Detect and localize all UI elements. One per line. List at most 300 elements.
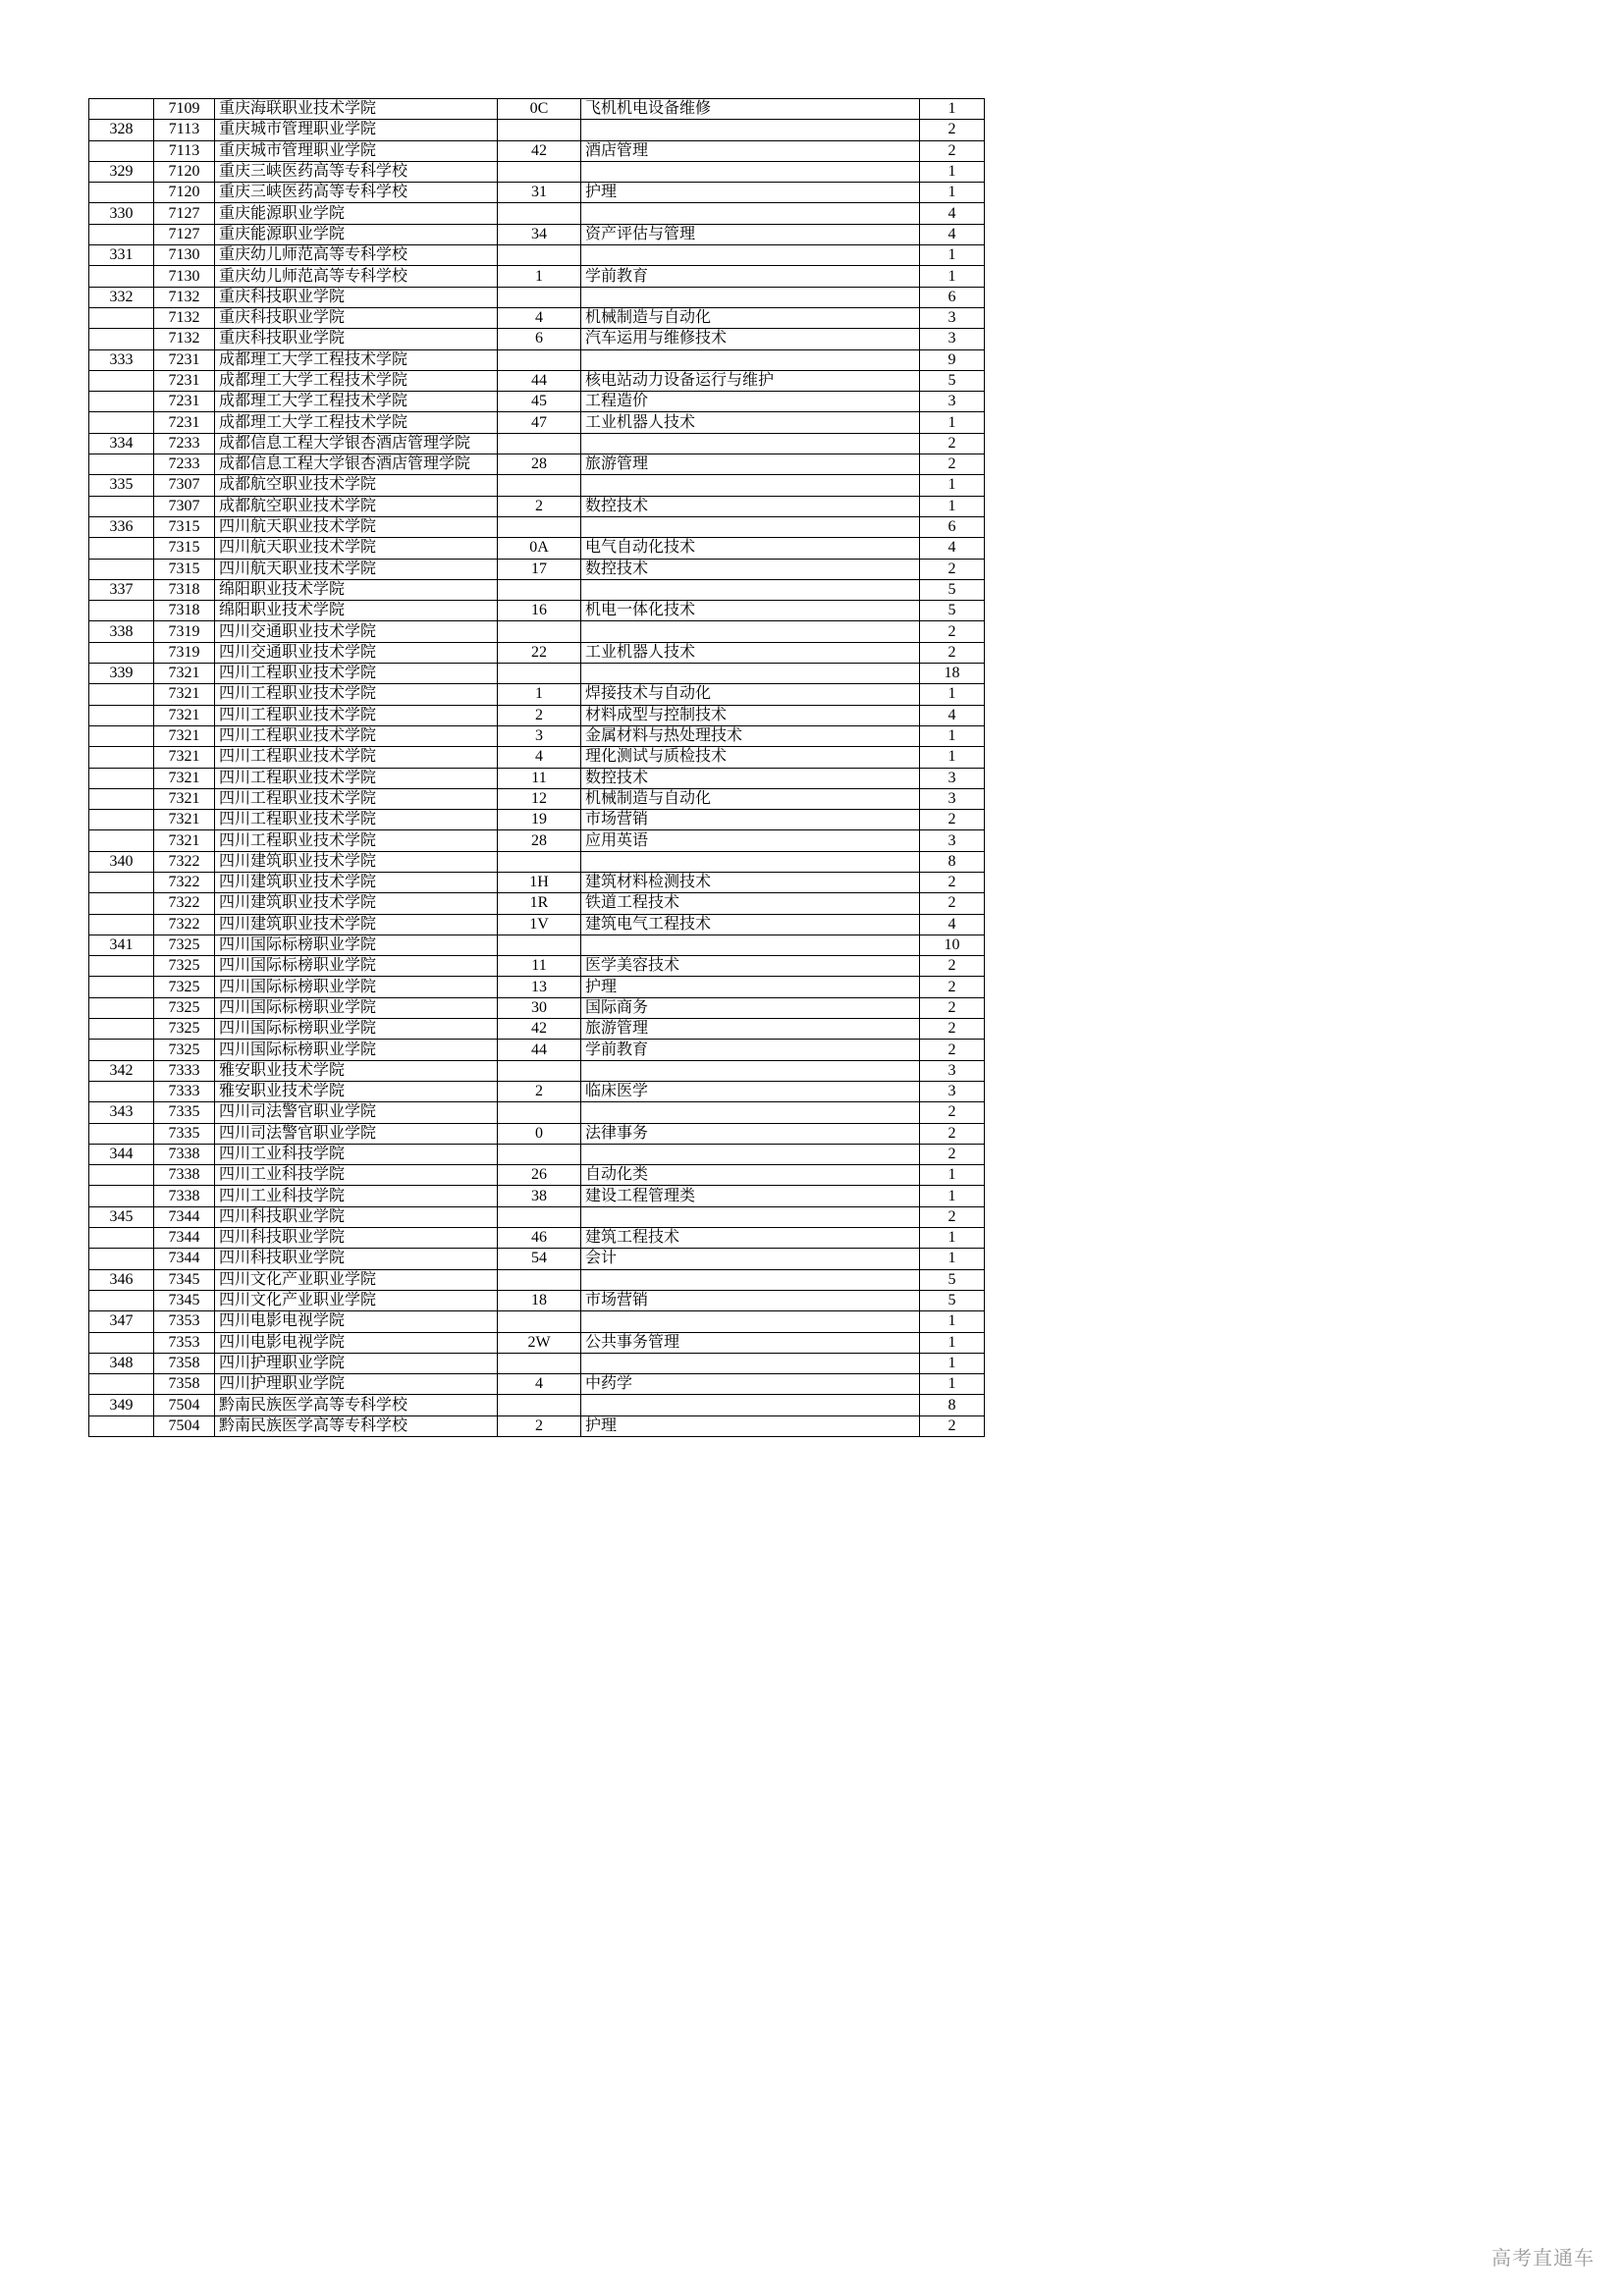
major-code-cell (498, 621, 581, 642)
table-row (89, 99, 985, 120)
major-name-cell: 建筑工程技术 (581, 1228, 920, 1249)
major-code-cell (498, 120, 581, 140)
table-row (89, 392, 985, 412)
school-code-cell: 7338 (154, 1144, 215, 1164)
school-code-cell: 7315 (154, 559, 215, 579)
major-code-cell (498, 475, 581, 496)
count-cell: 3 (920, 768, 985, 788)
table-row (89, 287, 985, 307)
major-name-cell: 数控技术 (581, 559, 920, 579)
school-code-cell: 7307 (154, 475, 215, 496)
major-code-cell: 1V (498, 914, 581, 934)
seq-cell (89, 1019, 154, 1040)
table-row (89, 664, 985, 684)
major-name-cell (581, 1353, 920, 1373)
count-cell: 1 (920, 245, 985, 266)
school-name-cell: 四川司法警官职业学院 (215, 1102, 498, 1123)
school-name-cell: 重庆科技职业学院 (215, 307, 498, 328)
major-code-cell: 18 (498, 1290, 581, 1310)
major-name-cell: 公共事务管理 (581, 1332, 920, 1353)
school-name-cell: 绵阳职业技术学院 (215, 579, 498, 600)
school-name-cell: 四川建筑职业技术学院 (215, 893, 498, 914)
major-name-cell: 材料成型与控制技术 (581, 705, 920, 725)
count-cell: 2 (920, 1102, 985, 1123)
seq-cell (89, 140, 154, 161)
table-row (89, 1206, 985, 1227)
major-name-cell: 建设工程管理类 (581, 1186, 920, 1206)
major-code-cell: 4 (498, 1374, 581, 1395)
school-name-cell: 四川国际标榜职业学院 (215, 934, 498, 955)
count-cell: 2 (920, 1019, 985, 1040)
school-code-cell: 7325 (154, 934, 215, 955)
major-code-cell: 3 (498, 725, 581, 746)
major-name-cell: 机械制造与自动化 (581, 307, 920, 328)
major-code-cell: 4 (498, 307, 581, 328)
table-row (89, 161, 985, 182)
table-row (89, 601, 985, 621)
school-code-cell: 7338 (154, 1165, 215, 1186)
seq-cell: 343 (89, 1102, 154, 1123)
major-code-cell: 45 (498, 392, 581, 412)
table-row (89, 1332, 985, 1353)
seq-cell (89, 1332, 154, 1353)
school-code-cell: 7231 (154, 370, 215, 391)
table-row (89, 997, 985, 1018)
school-code-cell: 7335 (154, 1123, 215, 1144)
table-row (89, 1165, 985, 1186)
count-cell: 4 (920, 224, 985, 244)
major-code-cell: 44 (498, 1040, 581, 1060)
table-row (89, 1123, 985, 1144)
count-cell: 4 (920, 705, 985, 725)
school-name-cell: 重庆能源职业学院 (215, 203, 498, 224)
table-row (89, 579, 985, 600)
seq-cell (89, 183, 154, 203)
major-code-cell: 2 (498, 705, 581, 725)
count-cell: 2 (920, 621, 985, 642)
count-cell: 2 (920, 872, 985, 892)
major-name-cell (581, 1311, 920, 1332)
table-row (89, 538, 985, 559)
seq-cell (89, 266, 154, 287)
school-name-cell: 四川工程职业技术学院 (215, 768, 498, 788)
major-code-cell (498, 516, 581, 537)
seq-cell: 338 (89, 621, 154, 642)
table-row (89, 349, 985, 370)
seq-cell (89, 1186, 154, 1206)
school-code-cell: 7132 (154, 329, 215, 349)
count-cell: 2 (920, 956, 985, 977)
school-code-cell: 7127 (154, 224, 215, 244)
school-name-cell: 四川工程职业技术学院 (215, 725, 498, 746)
school-name-cell: 四川国际标榜职业学院 (215, 1040, 498, 1060)
seq-cell (89, 454, 154, 475)
school-name-cell: 四川科技职业学院 (215, 1228, 498, 1249)
seq-cell (89, 725, 154, 746)
school-code-cell: 7358 (154, 1374, 215, 1395)
seq-cell (89, 810, 154, 830)
school-code-cell: 7333 (154, 1081, 215, 1101)
major-code-cell: 2 (498, 496, 581, 516)
seq-cell (89, 1165, 154, 1186)
school-code-cell: 7318 (154, 579, 215, 600)
school-code-cell: 7325 (154, 997, 215, 1018)
major-name-cell: 中药学 (581, 1374, 920, 1395)
major-code-cell: 2W (498, 1332, 581, 1353)
major-name-cell (581, 1102, 920, 1123)
table-row (89, 768, 985, 788)
table-row (89, 1102, 985, 1123)
school-name-cell: 四川工程职业技术学院 (215, 684, 498, 705)
table-row (89, 1228, 985, 1249)
count-cell: 2 (920, 454, 985, 475)
school-code-cell: 7322 (154, 914, 215, 934)
school-code-cell: 7113 (154, 140, 215, 161)
school-code-cell: 7345 (154, 1290, 215, 1310)
table-row (89, 1019, 985, 1040)
seq-cell (89, 370, 154, 391)
table-row (89, 370, 985, 391)
count-cell: 3 (920, 392, 985, 412)
major-name-cell: 应用英语 (581, 830, 920, 851)
school-name-cell: 成都航空职业技术学院 (215, 475, 498, 496)
count-cell: 2 (920, 977, 985, 997)
school-name-cell: 四川航天职业技术学院 (215, 559, 498, 579)
major-code-cell: 4 (498, 747, 581, 768)
school-code-cell: 7353 (154, 1332, 215, 1353)
major-code-cell: 2 (498, 1415, 581, 1436)
school-name-cell: 四川科技职业学院 (215, 1206, 498, 1227)
count-cell: 2 (920, 433, 985, 454)
school-name-cell: 四川国际标榜职业学院 (215, 997, 498, 1018)
seq-cell (89, 684, 154, 705)
school-code-cell: 7319 (154, 621, 215, 642)
seq-cell: 330 (89, 203, 154, 224)
seq-cell: 345 (89, 1206, 154, 1227)
major-code-cell: 44 (498, 370, 581, 391)
school-code-cell: 7233 (154, 433, 215, 454)
major-name-cell: 焊接技术与自动化 (581, 684, 920, 705)
table-row (89, 140, 985, 161)
table-row (89, 1395, 985, 1415)
major-name-cell: 核电站动力设备运行与维护 (581, 370, 920, 391)
school-code-cell: 7325 (154, 1040, 215, 1060)
major-code-cell (498, 934, 581, 955)
seq-cell (89, 1040, 154, 1060)
school-name-cell: 四川工业科技学院 (215, 1144, 498, 1164)
count-cell: 1 (920, 684, 985, 705)
major-code-cell: 1R (498, 893, 581, 914)
seq-cell: 336 (89, 516, 154, 537)
count-cell: 1 (920, 161, 985, 182)
table-row (89, 1311, 985, 1332)
seq-cell (89, 956, 154, 977)
major-code-cell (498, 1102, 581, 1123)
school-name-cell: 四川工程职业技术学院 (215, 788, 498, 809)
major-name-cell: 护理 (581, 1415, 920, 1436)
major-code-cell: 42 (498, 1019, 581, 1040)
school-name-cell: 重庆三峡医药高等专科学校 (215, 161, 498, 182)
major-code-cell (498, 579, 581, 600)
school-name-cell: 成都航空职业技术学院 (215, 496, 498, 516)
school-name-cell: 四川电影电视学院 (215, 1311, 498, 1332)
school-code-cell: 7132 (154, 307, 215, 328)
count-cell: 1 (920, 1249, 985, 1269)
seq-cell (89, 1290, 154, 1310)
table-row (89, 1415, 985, 1436)
count-cell: 2 (920, 642, 985, 663)
school-code-cell: 7321 (154, 810, 215, 830)
seq-cell (89, 1374, 154, 1395)
seq-cell: 348 (89, 1353, 154, 1373)
seq-cell (89, 99, 154, 120)
table-row (89, 120, 985, 140)
major-name-cell (581, 120, 920, 140)
major-name-cell: 法律事务 (581, 1123, 920, 1144)
school-name-cell: 四川文化产业职业学院 (215, 1269, 498, 1290)
school-name-cell: 四川工程职业技术学院 (215, 664, 498, 684)
school-code-cell: 7338 (154, 1186, 215, 1206)
seq-cell (89, 329, 154, 349)
count-cell: 10 (920, 934, 985, 955)
seq-cell (89, 412, 154, 433)
seq-cell (89, 872, 154, 892)
count-cell: 2 (920, 1144, 985, 1164)
school-code-cell: 7130 (154, 245, 215, 266)
school-name-cell: 四川电影电视学院 (215, 1332, 498, 1353)
school-code-cell: 7333 (154, 1060, 215, 1081)
major-name-cell (581, 245, 920, 266)
school-name-cell: 重庆城市管理职业学院 (215, 140, 498, 161)
school-name-cell: 重庆海联职业技术学院 (215, 99, 498, 120)
major-code-cell (498, 245, 581, 266)
major-name-cell (581, 1144, 920, 1164)
school-name-cell: 四川工业科技学院 (215, 1186, 498, 1206)
major-name-cell (581, 851, 920, 872)
count-cell: 5 (920, 1290, 985, 1310)
major-code-cell: 34 (498, 224, 581, 244)
count-cell: 3 (920, 307, 985, 328)
major-code-cell: 30 (498, 997, 581, 1018)
school-code-cell: 7315 (154, 538, 215, 559)
major-code-cell: 16 (498, 601, 581, 621)
major-code-cell: 46 (498, 1228, 581, 1249)
count-cell: 9 (920, 349, 985, 370)
count-cell: 1 (920, 747, 985, 768)
seq-cell (89, 893, 154, 914)
seq-cell (89, 307, 154, 328)
admissions-table (88, 98, 985, 1437)
major-code-cell (498, 664, 581, 684)
seq-cell: 334 (89, 433, 154, 454)
major-code-cell (498, 203, 581, 224)
table-row (89, 433, 985, 454)
count-cell: 18 (920, 664, 985, 684)
school-name-cell: 重庆幼儿师范高等专科学校 (215, 266, 498, 287)
seq-cell: 331 (89, 245, 154, 266)
table-row (89, 810, 985, 830)
school-name-cell: 四川建筑职业技术学院 (215, 914, 498, 934)
count-cell: 1 (920, 1374, 985, 1395)
table-row (89, 183, 985, 203)
seq-cell (89, 705, 154, 725)
count-cell: 4 (920, 538, 985, 559)
seq-cell: 340 (89, 851, 154, 872)
major-name-cell: 市场营销 (581, 1290, 920, 1310)
table-row (89, 725, 985, 746)
major-name-cell: 市场营销 (581, 810, 920, 830)
table-row (89, 934, 985, 955)
major-name-cell: 工程造价 (581, 392, 920, 412)
count-cell: 1 (920, 1165, 985, 1186)
major-code-cell (498, 1060, 581, 1081)
table-row (89, 705, 985, 725)
major-code-cell: 19 (498, 810, 581, 830)
school-name-cell: 四川工业科技学院 (215, 1165, 498, 1186)
school-name-cell: 四川工程职业技术学院 (215, 705, 498, 725)
school-code-cell: 7321 (154, 664, 215, 684)
major-name-cell: 汽车运用与维修技术 (581, 329, 920, 349)
seq-cell (89, 601, 154, 621)
count-cell: 1 (920, 475, 985, 496)
major-code-cell: 28 (498, 830, 581, 851)
count-cell: 2 (920, 997, 985, 1018)
school-name-cell: 重庆能源职业学院 (215, 224, 498, 244)
table-row (89, 475, 985, 496)
table-row (89, 830, 985, 851)
school-name-cell: 四川国际标榜职业学院 (215, 956, 498, 977)
major-name-cell: 学前教育 (581, 266, 920, 287)
school-code-cell: 7120 (154, 183, 215, 203)
count-cell: 2 (920, 559, 985, 579)
table-row (89, 1081, 985, 1101)
count-cell: 1 (920, 99, 985, 120)
major-code-cell: 12 (498, 788, 581, 809)
seq-cell (89, 1249, 154, 1269)
table-row (89, 224, 985, 244)
major-code-cell: 28 (498, 454, 581, 475)
school-name-cell: 四川文化产业职业学院 (215, 1290, 498, 1310)
seq-cell (89, 538, 154, 559)
count-cell: 2 (920, 893, 985, 914)
major-code-cell: 1H (498, 872, 581, 892)
major-name-cell (581, 433, 920, 454)
major-code-cell: 1 (498, 684, 581, 705)
seq-cell (89, 1123, 154, 1144)
major-code-cell: 11 (498, 768, 581, 788)
count-cell: 1 (920, 266, 985, 287)
major-name-cell: 建筑材料检测技术 (581, 872, 920, 892)
count-cell: 5 (920, 370, 985, 391)
school-code-cell: 7321 (154, 705, 215, 725)
seq-cell: 346 (89, 1269, 154, 1290)
count-cell: 3 (920, 329, 985, 349)
school-name-cell: 四川交通职业技术学院 (215, 621, 498, 642)
table-row (89, 1186, 985, 1206)
school-code-cell: 7325 (154, 977, 215, 997)
count-cell: 1 (920, 496, 985, 516)
school-name-cell: 四川护理职业学院 (215, 1374, 498, 1395)
table-row (89, 872, 985, 892)
seq-cell: 335 (89, 475, 154, 496)
table-row (89, 893, 985, 914)
school-code-cell: 7321 (154, 830, 215, 851)
table-row (89, 203, 985, 224)
table-row (89, 412, 985, 433)
major-code-cell (498, 1269, 581, 1290)
school-code-cell: 7120 (154, 161, 215, 182)
major-name-cell: 数控技术 (581, 768, 920, 788)
school-name-cell: 成都信息工程大学银杏酒店管理学院 (215, 433, 498, 454)
seq-cell (89, 914, 154, 934)
table-row (89, 914, 985, 934)
school-code-cell: 7318 (154, 601, 215, 621)
count-cell: 3 (920, 788, 985, 809)
table-body (89, 99, 985, 1437)
seq-cell (89, 788, 154, 809)
school-code-cell: 7345 (154, 1269, 215, 1290)
count-cell: 5 (920, 579, 985, 600)
major-code-cell: 38 (498, 1186, 581, 1206)
table-row (89, 747, 985, 768)
seq-cell: 342 (89, 1060, 154, 1081)
seq-cell: 344 (89, 1144, 154, 1164)
major-code-cell (498, 1144, 581, 1164)
school-code-cell: 7231 (154, 392, 215, 412)
school-code-cell: 7321 (154, 725, 215, 746)
seq-cell: 328 (89, 120, 154, 140)
table-row (89, 642, 985, 663)
school-code-cell: 7130 (154, 266, 215, 287)
seq-cell (89, 224, 154, 244)
school-name-cell: 重庆幼儿师范高等专科学校 (215, 245, 498, 266)
seq-cell (89, 977, 154, 997)
school-code-cell: 7321 (154, 747, 215, 768)
seq-cell (89, 1228, 154, 1249)
school-name-cell: 四川建筑职业技术学院 (215, 872, 498, 892)
major-name-cell: 铁道工程技术 (581, 893, 920, 914)
school-name-cell: 重庆科技职业学院 (215, 287, 498, 307)
seq-cell: 337 (89, 579, 154, 600)
major-name-cell: 医学美容技术 (581, 956, 920, 977)
major-name-cell: 临床医学 (581, 1081, 920, 1101)
school-code-cell: 7344 (154, 1206, 215, 1227)
school-code-cell: 7109 (154, 99, 215, 120)
count-cell: 2 (920, 1206, 985, 1227)
table-row (89, 977, 985, 997)
count-cell: 1 (920, 1332, 985, 1353)
count-cell: 1 (920, 1353, 985, 1373)
major-code-cell: 31 (498, 183, 581, 203)
seq-cell (89, 768, 154, 788)
major-code-cell: 1 (498, 266, 581, 287)
count-cell: 6 (920, 516, 985, 537)
major-name-cell: 会计 (581, 1249, 920, 1269)
count-cell: 2 (920, 1123, 985, 1144)
count-cell: 8 (920, 851, 985, 872)
table-row (89, 266, 985, 287)
major-code-cell: 6 (498, 329, 581, 349)
seq-cell (89, 642, 154, 663)
major-name-cell (581, 1395, 920, 1415)
school-code-cell: 7113 (154, 120, 215, 140)
school-name-cell: 四川国际标榜职业学院 (215, 977, 498, 997)
count-cell: 4 (920, 203, 985, 224)
school-code-cell: 7307 (154, 496, 215, 516)
school-name-cell: 成都理工大学工程技术学院 (215, 392, 498, 412)
major-code-cell: 0A (498, 538, 581, 559)
table-row (89, 329, 985, 349)
